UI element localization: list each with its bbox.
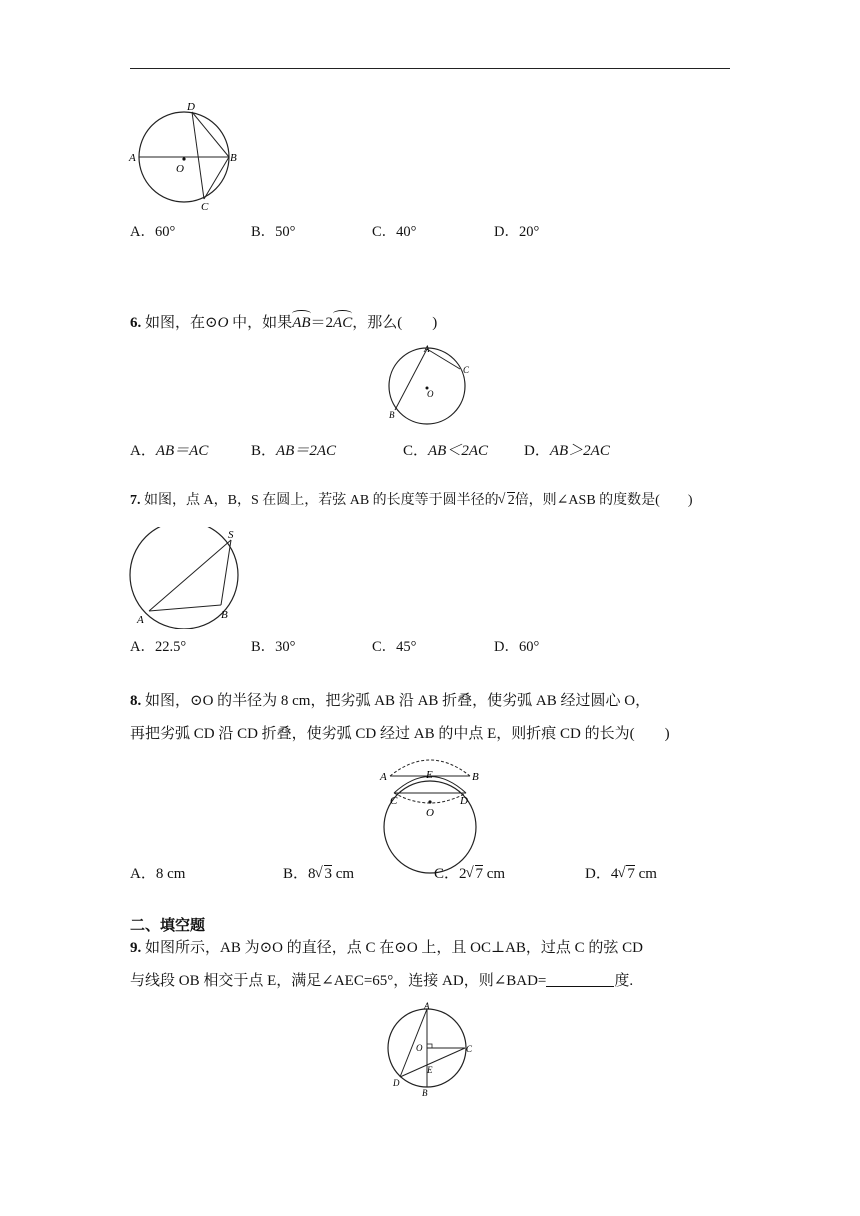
q7-chord-ab [149,605,221,611]
q8-label-b: B [472,771,479,783]
q8-label-d: D [460,795,468,807]
q6-number: 6. [130,315,142,331]
q9-line-1: 9. 如图所示，AB 为⊙O 的直径，点 C 在⊙O 上，且 OC⊥AB，过点 C 的弦 CD [130,940,644,956]
q9-label-c: C [466,1044,473,1054]
header-rule [130,68,730,69]
q6-chord-ab [395,349,427,410]
q9-label-e: E [427,1065,433,1075]
q8-label-o: O [426,807,434,819]
q5-option-d[interactable]: D．20° [494,224,540,240]
q5-label-d: D [187,101,195,113]
q9-number: 9. [130,940,142,956]
q6-stem: 6. 如图，在⊙O 中，如果AB＝2AC，那么( ) [130,312,437,334]
q9-label-a: A [424,1001,430,1011]
q6-figure [383,342,483,427]
q7-chord-sb [221,540,231,605]
q6-arc-ab: AB [292,312,310,334]
q6-option-a[interactable]: A．AB＝AC [130,443,209,459]
q5-label-a: A [129,152,136,164]
q7-figure [125,527,245,629]
q7-chord-as [149,540,231,611]
q5-option-b[interactable]: B．50° [251,224,296,240]
q9-label-d: D [393,1078,400,1088]
q7-number: 7. [130,493,141,508]
q5-label-b: B [230,152,237,164]
q7-option-d[interactable]: D．60° [494,639,540,655]
q9-answer-blank[interactable] [546,972,614,987]
q8-label-e: E [426,769,433,781]
q6-option-b[interactable]: B．AB＝2AC [251,443,337,459]
section-title-fill-in: 二、填空题 [130,916,206,934]
q8-option-a[interactable]: A．8 cm [130,866,186,882]
q5-center-dot [182,157,185,160]
q7-option-b[interactable]: B．30° [251,639,296,655]
q8-option-b[interactable]: B．8√ 3 cm [283,862,354,883]
q8-number: 8. [130,693,142,709]
q5-option-a[interactable]: A．60° [130,224,176,240]
q8-line-1: 8. 如图，⊙O 的半径为 8 cm，把劣弧 AB 沿 AB 折叠，使劣弧 AB 经过圆心 O， [130,693,651,709]
q7-option-c[interactable]: C．45° [372,639,417,655]
q7-label-a: A [137,614,144,626]
q5-label-o: O [176,163,184,175]
q9-right-angle-mark [427,1044,432,1048]
q6-circle [389,348,465,424]
q7-stem: 7. 如图，点 A，B，S 在圆上，若弦 AB 的长度等于圆半径的√ 2倍，则∠ASB 的度数是( ) [130,490,692,512]
q5-option-c[interactable]: C．40° [372,224,417,240]
q9-label-o: O [416,1043,423,1053]
q8-option-c[interactable]: C．2√ 7 cm [434,862,505,883]
q8-figure [372,756,492,878]
q6-label-o: O [427,389,434,399]
q8-option-d[interactable]: D．4√ 7 cm [585,862,657,883]
q9-label-b: B [422,1088,428,1098]
q9-figure [380,1000,480,1102]
q6-label-a: A [424,344,430,354]
q6-label-c: C [463,365,470,375]
q7-label-s: S [228,529,234,541]
q6-option-c[interactable]: C．AB＜2AC [403,443,489,459]
q5-label-c: C [201,201,209,213]
q8-label-a: A [380,771,387,783]
q7-option-a[interactable]: A．22.5° [130,639,187,655]
q5-figure [125,98,250,213]
q7-label-b: B [221,609,228,621]
q7-sqrt: 2 [507,493,515,508]
q6-arc-ac: AC [333,312,352,334]
q8-label-c: C [390,795,398,807]
q8-center-dot [428,800,431,803]
q9-line-2: 与线段 OB 相交于点 E，满足∠AEC=65°，连接 AD，则∠BAD= 度. [130,973,634,989]
q6-label-b: B [389,410,395,420]
q8-line-2: 再把劣弧 CD 沿 CD 折叠，使劣弧 CD 经过 AB 的中点 E，则折痕 CD 的长为( ) [130,726,670,742]
q6-option-d[interactable]: D．AB＞2AC [524,443,610,459]
q5-chord-cb [204,157,229,199]
